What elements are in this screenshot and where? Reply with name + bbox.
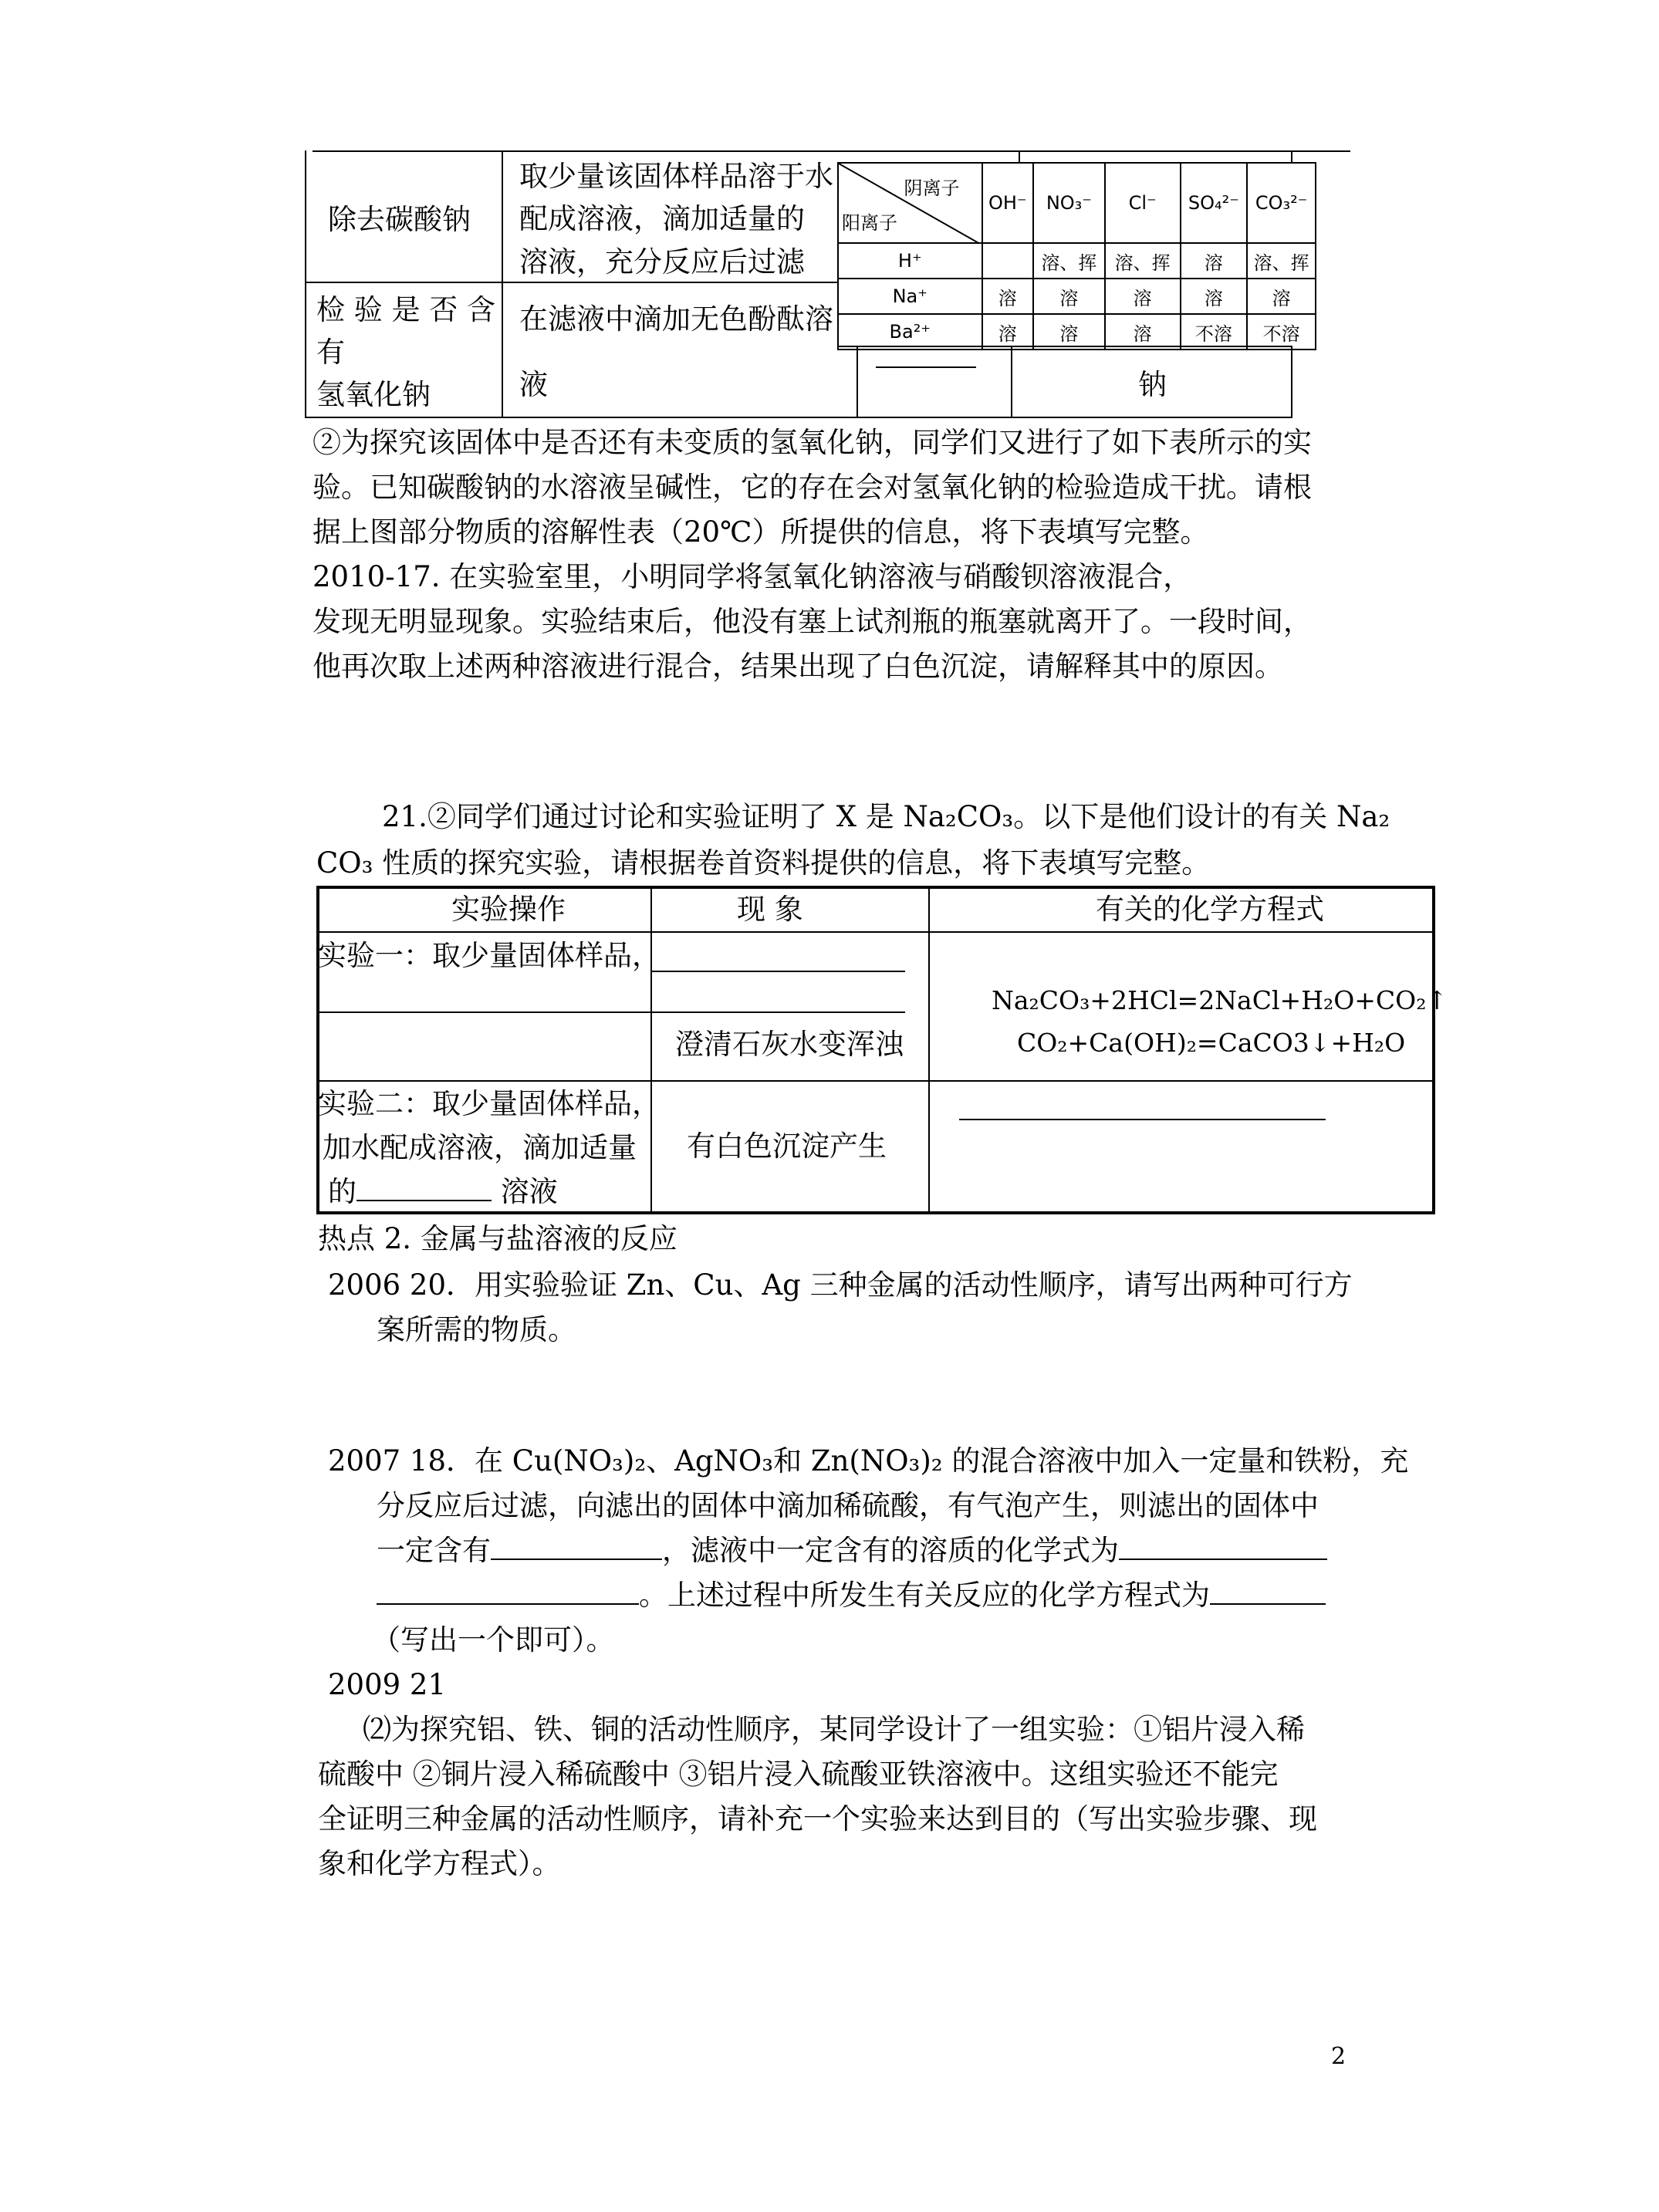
page-number: 2 <box>1331 2043 1346 2070</box>
top-table-cell: 氢氧化钠 <box>316 378 431 411</box>
cation-label: Ba²⁺ <box>838 314 982 350</box>
question-line: 案所需的物质。 <box>377 1313 576 1346</box>
top-table-cell: 液 <box>519 368 548 401</box>
anion-header: SO₄²⁻ <box>1181 163 1248 243</box>
solubility-cell: 溶 <box>1105 314 1181 350</box>
q2007-text-c: 。上述过程中所发生有关反应的化学方程式为 <box>639 1579 1210 1612</box>
question-line: ⑵为探究铝、铁、铜的活动性顺序，某同学设计了一组实验：①铝片浸入稀 <box>363 1713 1305 1746</box>
solubility-cell: 溶 <box>1033 314 1105 350</box>
answer-blank <box>491 1559 662 1560</box>
exp2-operation-line3 <box>328 1170 558 1214</box>
answer-blank <box>1210 1603 1326 1605</box>
cation-label: Na⁺ <box>838 279 982 314</box>
solubility-cell: 溶 <box>1105 279 1181 314</box>
solubility-cell: 不溶 <box>1247 314 1316 350</box>
question-line: 硫酸中 ②铜片浸入稀硫酸中 ③铝片浸入硫酸亚铁溶液中。这组实验还不能完 <box>318 1758 1279 1791</box>
solubility-table <box>837 162 1316 346</box>
solubility-header-diagonal <box>838 163 982 243</box>
exp2-op-prefix: 的 <box>328 1175 356 1208</box>
top-table-cell: 在滤液中滴加无色酚酞溶 <box>519 302 833 336</box>
question-line: 2007 18．在 Cu(NO₃)₂、AgNO₃和 Zn(NO₃)₂ 的混合溶液中加入一定量和铁粉，充 <box>328 1444 1409 1477</box>
solubility-cell: 溶 <box>1181 279 1248 314</box>
solubility-cell: 溶 <box>982 279 1034 314</box>
q2007-text-b: ，滤液中一定含有的溶质的化学式为 <box>662 1534 1119 1567</box>
exp1-operation: 实验一：取少量固体样品， <box>318 939 661 972</box>
top-table-cell: 钠 <box>1138 368 1167 401</box>
anion-header: CO₃²⁻ <box>1247 163 1316 243</box>
exp1-equation-2: CO₂+Ca(OH)₂=CaCO3↓+H₂O <box>1017 1028 1406 1058</box>
exp2-phenomenon: 有白色沉淀产生 <box>687 1130 887 1163</box>
solubility-cell: 不溶 <box>1181 314 1248 350</box>
top-table-cell: 溶液，充分反应后过滤 <box>519 245 805 279</box>
solubility-cell: 溶、挥 <box>1247 243 1316 279</box>
question-line: 象和化学方程式）。 <box>318 1847 561 1880</box>
cation-label: H⁺ <box>838 243 982 279</box>
answer-blank <box>1119 1559 1327 1560</box>
question-line <box>377 1573 1326 1618</box>
exp-header-phenomenon: 现 象 <box>737 893 803 926</box>
solubility-cell: 溶 <box>1247 279 1316 314</box>
top-table-cell: 检 验 是 否 含 <box>316 293 496 326</box>
paragraph-line: 发现无明显现象。实验结束后，他没有塞上试剂瓶的瓶塞就离开了。一段时间， <box>313 605 1312 638</box>
solubility-cell: 溶、挥 <box>1033 243 1105 279</box>
paragraph-line: 他再次取上述两种溶液进行混合，结果出现了白色沉淀，请解释其中的原因。 <box>313 650 1283 683</box>
section-heading: 热点 2. 金属与盐溶液的反应 <box>318 1222 677 1255</box>
top-table-cell: 配成溶液，滴加适量的 <box>519 202 805 235</box>
question-line: （写出一个即可）。 <box>372 1623 615 1656</box>
solubility-cell <box>982 243 1034 279</box>
exp2-op-suffix: 溶液 <box>500 1175 558 1208</box>
exp2-operation-line2: 加水配成溶液，滴加适量 <box>323 1131 637 1164</box>
paragraph-line: 2010-17. 在实验室里，小明同学将氢氧化钠溶液与硝酸钡溶液混合， <box>313 560 1192 593</box>
paragraph-line: 验。已知碳酸钠的水溶液呈碱性，它的存在会对氢氧化钠的检验造成干扰。请根 <box>313 471 1312 504</box>
solubility-cell: 溶 <box>1033 279 1105 314</box>
exp-header-operation: 实验操作 <box>451 893 566 926</box>
top-table-cell: 取少量该固体样品溶于水 <box>519 160 833 193</box>
answer-blank <box>876 366 976 368</box>
anion-header: OH⁻ <box>982 163 1034 243</box>
top-table-cell: 有 <box>316 336 345 369</box>
question-line: 全证明三种金属的活动性顺序，请补充一个实验来达到目的（写出实验步骤、现 <box>318 1802 1317 1835</box>
anion-header: Cl⁻ <box>1105 163 1181 243</box>
answer-blank <box>356 1200 492 1201</box>
exp-header-equation: 有关的化学方程式 <box>1096 893 1324 926</box>
question-line: 2009 21 <box>328 1668 447 1701</box>
paragraph-line: 据上图部分物质的溶解性表（20℃）所提供的信息，将下表填写完整。 <box>313 515 1209 549</box>
paragraph-line: 21.②同学们通过讨论和实验证明了 X 是 Na₂CO₃。以下是他们设计的有关 Na₂ <box>382 800 1390 833</box>
paragraph-line: ②为探究该固体中是否还有未变质的氢氧化钠，同学们又进行了如下表所示的实 <box>313 426 1312 459</box>
anion-header: NO₃⁻ <box>1033 163 1105 243</box>
exp1-phenomenon: 澄清石灰水变浑浊 <box>675 1028 904 1061</box>
solubility-cell: 溶 <box>982 314 1034 350</box>
answer-blank <box>377 1603 639 1605</box>
exp1-equation-1: Na₂CO₃+2HCl=2NaCl+H₂O+CO₂↑ <box>992 985 1448 1015</box>
question-line <box>377 1528 1327 1573</box>
header-cation: 阳离子 <box>842 212 897 234</box>
solubility-cell: 溶、挥 <box>1105 243 1181 279</box>
paragraph-line: CO₃ 性质的探究实验，请根据卷首资料提供的信息，将下表填写完整。 <box>316 846 1211 880</box>
solubility-cell: 溶 <box>1181 243 1248 279</box>
header-anion: 阴离子 <box>904 177 960 199</box>
question-line: 2006 20．用实验验证 Zn、Cu、Ag 三种金属的活动性顺序，请写出两种可行方 <box>328 1268 1353 1302</box>
q2007-text-a: 一定含有 <box>377 1534 491 1567</box>
exp2-operation-line1: 实验二：取少量固体样品， <box>318 1087 661 1120</box>
top-table-cell: 除去碳酸钠 <box>328 203 471 236</box>
question-line: 分反应后过滤，向滤出的固体中滴加稀硫酸，有气泡产生，则滤出的固体中 <box>377 1489 1319 1522</box>
